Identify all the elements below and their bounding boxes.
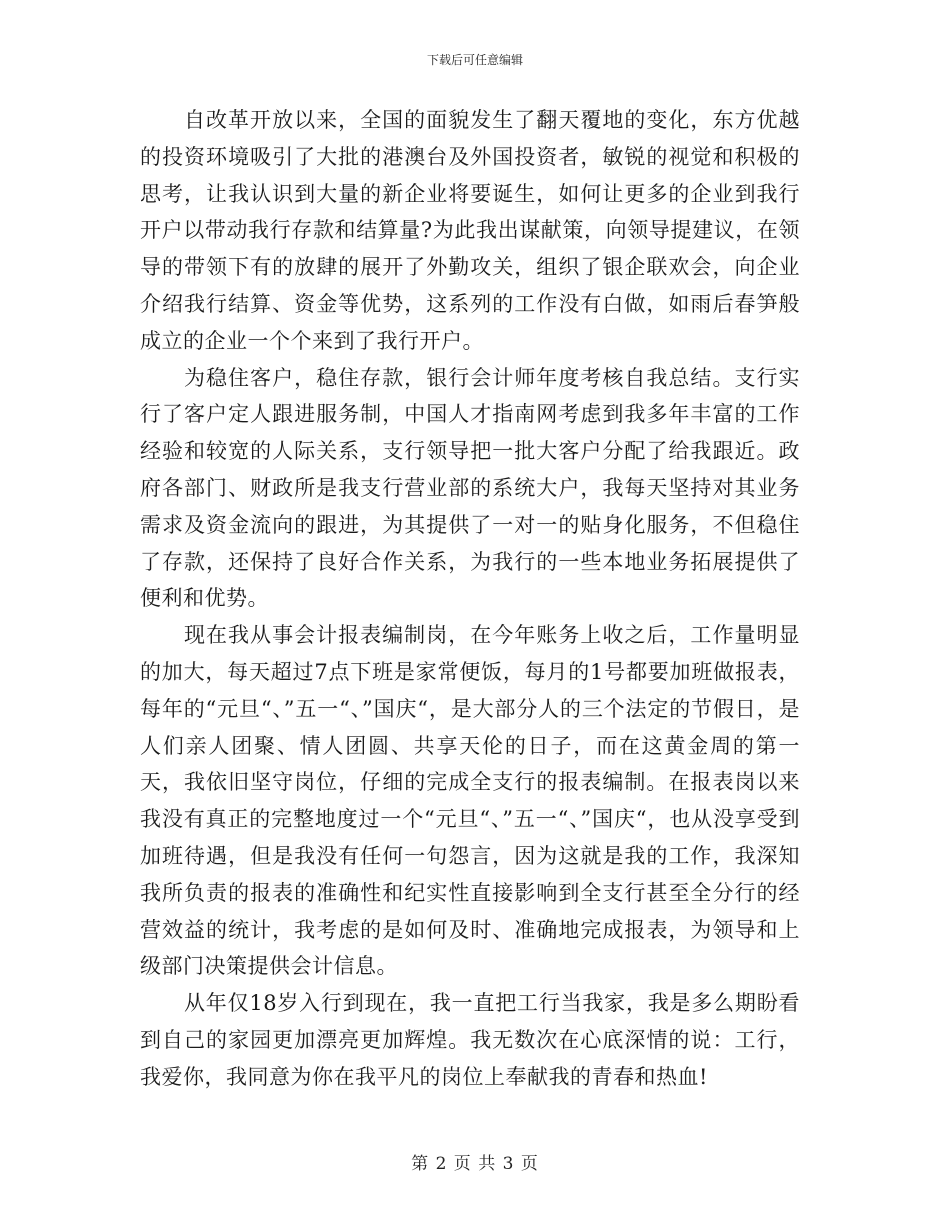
paragraph-4: 从年仅18岁入行到现在，我一直把工行当我家，我是多么期盼看到自己的家园更加漂亮更加辉煌。我无数次在心底深情的说：工行，我爱你，我同意为你在我平凡的岗位上奉献我的青春和热血!: [140, 991, 800, 1089]
paragraph-1: 自改革开放以来，全国的面貌发生了翻天覆地的变化，东方优越的投资环境吸引了大批的港澳台及外国投资者，敏锐的视觉和积极的思考，让我认识到大量的新企业将要诞生，如何让更多的企业到我行开户以带动我行存款和结算量?为此我出谋献策，向领导提建议，在领导的带领下有的放肆的展开了外勤攻关，组织了银企联欢会，向企业介绍我行结算、资金等优势，这系列的工作没有白做，如雨后春笋般成立的企业一个个来到了我行开户。: [140, 108, 800, 353]
page-number-footer: 第 2 页 共 3 页: [411, 1154, 539, 1174]
page-header: 下载后可任意编辑: [426, 53, 523, 67]
paragraph-3: 现在我从事会计报表编制岗，在今年账务上收之后，工作量明显的加大，每天超过7点下班是家常便饭，每月的1号都要加班做报表，每年的“元旦“、”五一“、”国庆“，是大部分人的三个法定的节假日，是人们亲人团聚、情人团圆、共享天伦的日子，而在这黄金周的第一天，我依旧坚守岗位，仔细的完成全支行的报表编制。在报表岗以来我没有真正的完整地度过一个“元旦“、”五一“、”国庆“，也从没享受到加班待遇，但是我没有任何一句怨言，因为这就是我的工作，我深知我所负责的报表的准确性和纪实性直接影响到全支行甚至全分行的经营效益的统计，我考虑的是如何及时、准确地完成报表，为领导和上级部门决策提供会计信息。: [140, 623, 800, 979]
document-body: [140, 102, 800, 1096]
paragraph-2: 为稳住客户，稳住存款，银行会计师年度考核自我总结。支行实行了客户定人跟进服务制，中国人才指南网考虑到我多年丰富的工作经验和较宽的人际关系，支行领导把一批大客户分配了给我跟近。政府各部门、财政所是我支行营业部的系统大户，我每天坚持对其业务需求及资金流向的跟进，为其提供了一对一的贴身化服务，不但稳住了存款，还保持了良好合作关系，为我行的一些本地业务拓展提供了便利和优势。: [140, 365, 800, 611]
